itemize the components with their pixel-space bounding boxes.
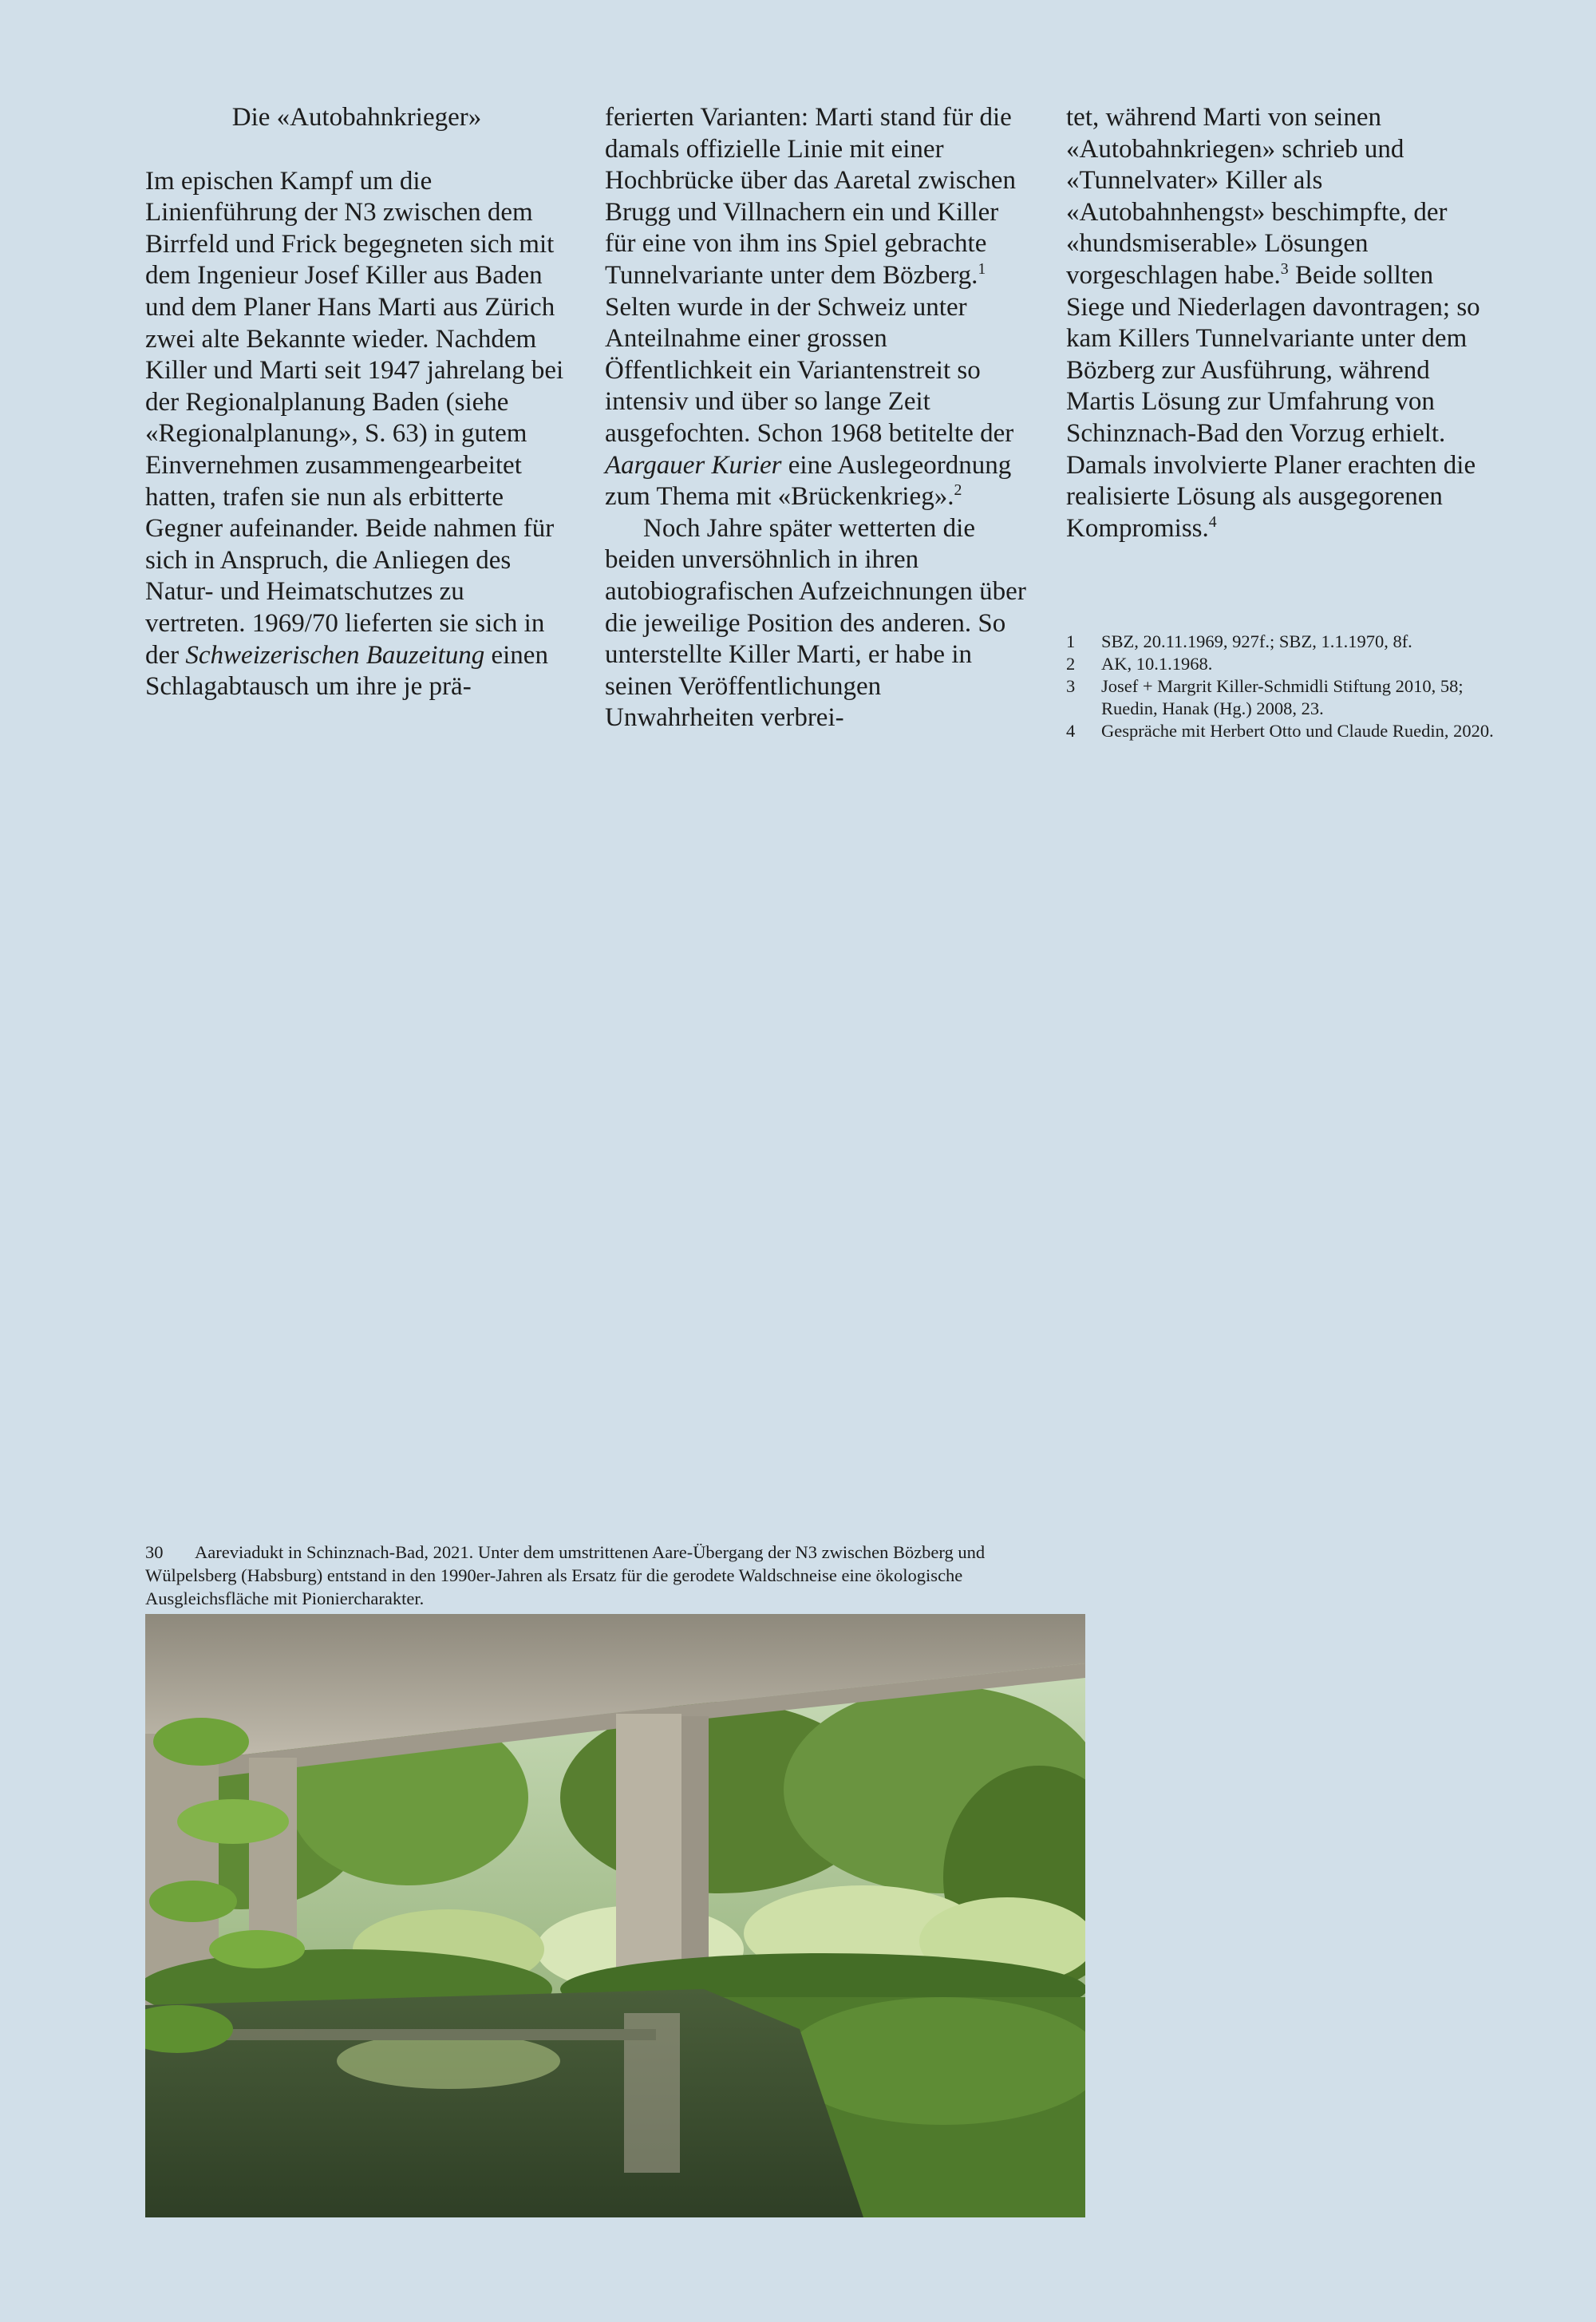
footnote: 4 Gespräche mit Herbert Otto und Claude Ruedin, 2020. <box>1066 721 1494 741</box>
text-column-2 <box>605 102 1028 734</box>
viaduct-illustration <box>145 1614 1085 2217</box>
text-column-1 <box>145 102 568 703</box>
section-heading: Die «Autobahnkrieger» <box>231 103 482 132</box>
footnote: 2 AK, 10.1.1968. <box>1066 654 1213 674</box>
paragraph: Im epischen Kampf um die Linienführung der N3 zwischen dem Birrfeld und Frick begegneten sich mit dem Ingenieur Josef Killer aus Baden und dem Planer Hans Marti aus Zürich zwei alte Bekannte wieder. Nachdem Killer und Marti seit 1947 jahrelang bei der Regionalplanung Baden (siehe «Regionalplanung», S. 63) in gutem Einvernehmen zusammengearbeitet hatten, trafen sie nun als erbitterte Gegner aufeinander. Beide nahmen für sich in Anspruch, die Anliegen des Natur- und Heimatschutzes zu vertreten. 1969/70 lieferten sie sich in der Schweizerischen Bauzeitung einen Schlagabtausch um ihre je prä- <box>145 166 564 702</box>
italic-title: Aargauer Kurier <box>605 450 782 480</box>
paragraph: ferierten Varianten: Marti stand für die damals offizielle Linie mit einer Hochbrücke über das Aaretal zwischen Brugg und Villnachern ein und Killer für eine von ihm ins Spiel gebrachte Tunnelvariante unter dem Bözberg.$^1$ Selten wurde in der Schweiz unter Anteilnahme einer grossen Öffentlichkeit ein Variantenstreit so intensiv und über so lange Zeit ausgefochten. Schon 1968 betitelte der Aargauer Kurier eine Auslegeordnung zum Thema mit «Brückenkrieg».$^2$ <box>605 103 1016 512</box>
footnote-ref: 3 <box>1280 259 1289 278</box>
figure-caption <box>145 1541 1071 1610</box>
footnotes <box>1066 631 1497 742</box>
paragraph: tet, während Marti von seinen «Autobahnkriegen» schrieb und «Tunnelvater» Killer als «Autobahnhengst» beschimpfte, der «hundsmiserable» Lösungen vorgeschlagen habe.$^3$ Beide sollten Siege und Niederlagen davontragen; so kam Killers Tunnelvariante unter dem Bözberg zur Ausführung, während Martis Lösung zur Umfahrung von Schinznach-Bad den Vorzug erhielt. Damals involvierte Planer erachten die realisierte Lösung als ausgegorenen Kompromiss.$^4$ <box>1066 103 1480 543</box>
photo-aare-viaduct <box>145 1614 1085 2217</box>
footnote-ref: 2 <box>954 481 962 500</box>
paragraph: Noch Jahre später wetterten die beiden unversöhnlich in ihren autobiografischen Aufzeichnungen über die jeweilige Position des anderen. So unterstellte Killer Marti, er habe in seinen Veröffentlichungen Unwahrheiten verbrei- <box>605 513 1026 733</box>
figure-number: 30 <box>145 1542 164 1562</box>
footnote-ref: 1 <box>978 259 986 278</box>
italic-title: Schweizerischen Bauzeitung <box>185 640 485 670</box>
text-column-3 <box>1066 102 1489 544</box>
footnote-ref: 4 <box>1208 512 1217 531</box>
footnote: 1 SBZ, 20.11.1969, 927f.; SBZ, 1.1.1970, 8f. <box>1066 631 1412 651</box>
footnote: 3 Josef + Margrit Killer-Schmidli Stiftung 2010, 58; Ruedin, Hanak (Hg.) 2008, 23. <box>1066 676 1464 718</box>
pond-water <box>145 1989 863 2217</box>
caption-text: Aareviadukt in Schinznach-Bad, 2021. Unter dem umstrittenen Aare-Übergang der N3 zwischen Bözberg und Wülpelsberg (Habsburg) entstand in den 1990er-Jahren als Ersatz für die gerodete Waldschneise eine ökologische Ausgleichsfläche mit Pioniercharakter. <box>145 1542 986 1608</box>
